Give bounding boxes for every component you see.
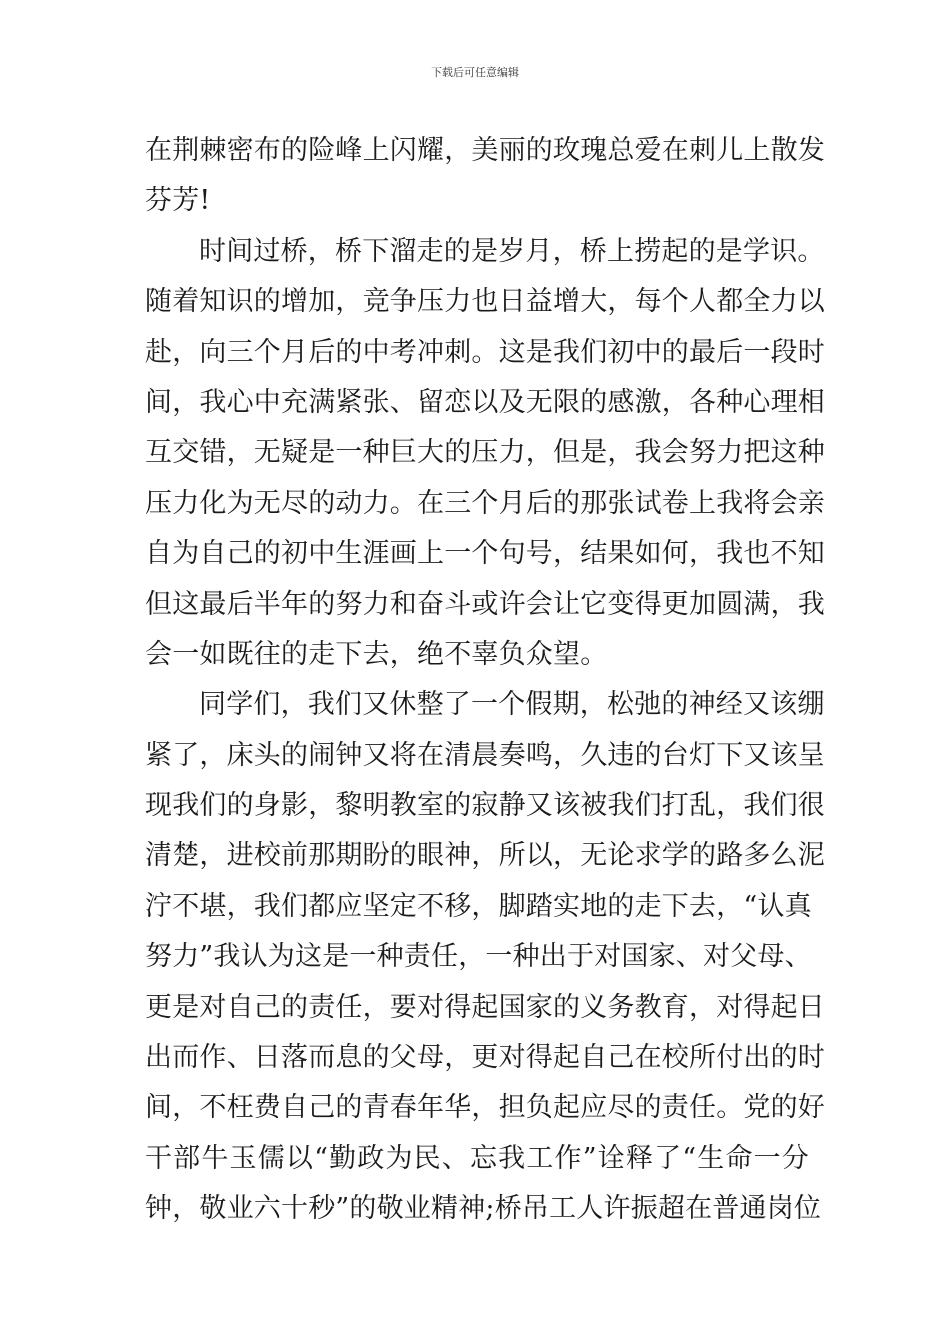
- text-line: 赴，向三个月后的中考冲刺。这是我们初中的最后一段时: [145, 336, 825, 368]
- text-line: 会一如既往的走下去，绝不辜负众望。: [145, 638, 608, 670]
- text-line: 但这最后半年的努力和奋斗或许会让它变得更加圆满，我: [145, 588, 825, 620]
- text-line: 自为自己的初中生涯画上一个句号，结果如何，我也不知: [145, 538, 825, 570]
- text-line: 间，我心中充满紧张、留恋以及无限的感激，各种心理相: [145, 386, 825, 418]
- text-line: 更是对自己的责任，要对得起国家的义务教育，对得起日: [145, 991, 825, 1023]
- text-line: 在荆棘密布的险峰上闪耀，美丽的玫瑰总爱在刺儿上散发: [145, 135, 825, 166]
- text-line: 互交错，无疑是一种巨大的压力，但是，我会努力把这种: [145, 437, 825, 469]
- text-line: 随着知识的增加，竞争压力也日益增大，每个人都全力以: [145, 286, 825, 318]
- text-line: 紧了，床头的闹钟又将在清晨奏鸣，久违的台灯下又该呈: [145, 739, 825, 771]
- text-line: 压力化为无尽的动力。在三个月后的那张试卷上我将会亲: [145, 487, 825, 519]
- text-line: 芬芳!: [145, 185, 211, 217]
- text-line: 出而作、日落而息的父母，更对得起自己在校所付出的时: [145, 1042, 825, 1074]
- text-line: 同学们，我们又休整了一个假期，松弛的神经又该绷: [199, 689, 825, 721]
- page-header: 下载后可任意编辑: [431, 66, 519, 79]
- text-line: 钟，敬业六十秒”的敬业精神;桥吊工人许振超在普通岗位: [145, 1193, 822, 1225]
- text-line: 清楚，进校前那期盼的眼神，所以，无论求学的路多么泥: [145, 840, 825, 872]
- text-line: 现我们的身影，黎明教室的寂静又该被我们打乱，我们很: [145, 790, 825, 822]
- text-line: 间，不枉费自己的青春年华，担负起应尽的责任。党的好: [145, 1092, 825, 1124]
- text-line: 干部牛玉儒以“勤政为民、忘我工作”诠释了“生命一分: [145, 1142, 809, 1174]
- text-line: 努力”我认为这是一种责任，一种出于对国家、对父母、: [145, 941, 812, 973]
- text-line: 时间过桥，桥下溜走的是岁月，桥上捞起的是学识。: [199, 235, 825, 267]
- body-text: [145, 126, 825, 1235]
- text-line: 泞不堪，我们都应坚定不移，脚踏实地的走下去，“认真: [145, 890, 812, 922]
